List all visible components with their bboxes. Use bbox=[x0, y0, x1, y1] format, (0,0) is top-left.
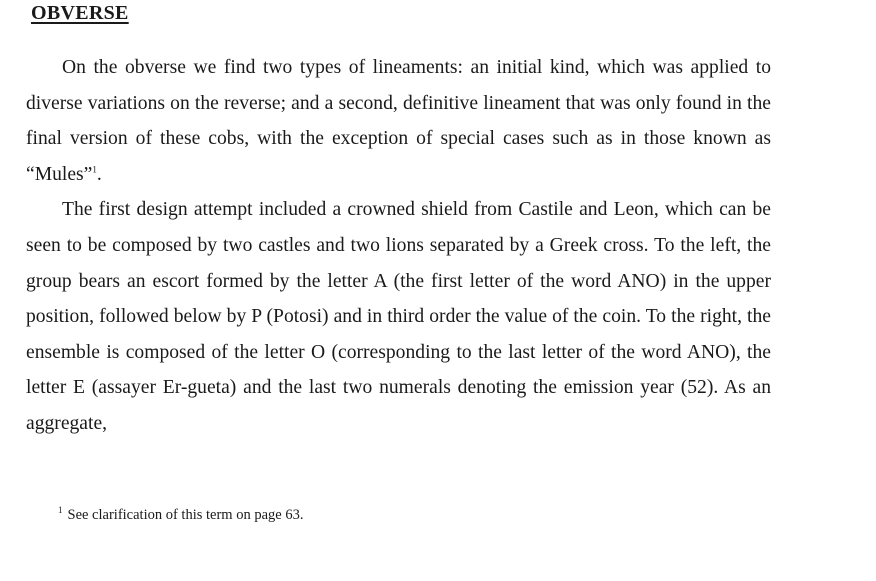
footnote-reference[interactable]: 1 bbox=[92, 164, 97, 175]
paragraph-2 bbox=[26, 192, 771, 441]
paragraph-1-text: On the obverse we find two types of lineaments: an initial kind, which was applied to diverse variations on the reverse; and a second, definitive lineament that was only found in the final version of these cobs, with the exception of special cases such as in those known as “Mules” bbox=[26, 57, 771, 185]
footnote-text: See clarification of this term on page 63. bbox=[67, 507, 304, 523]
footnote bbox=[58, 507, 303, 524]
section-heading: OBVERSE bbox=[31, 2, 129, 24]
paragraph-2-text: The first design attempt included a crowned shield from Castile and Leon, which can be seen to be composed by two castles and two lions separated by a Greek cross. To the left, the group bears an escort formed by the letter A (the first letter of the word ANO) in the upper position, followed below by P (Potosi) and in third order the value of the coin. To the right, the ensemble is composed of the letter O (corresponding to the last letter of the word ANO), the letter E (assayer Er-gueta) and the last two numerals denoting the emission year (52). As an aggregate, bbox=[26, 199, 771, 434]
paragraph-1-end: . bbox=[96, 163, 102, 185]
footnote-number: 1 bbox=[58, 505, 63, 516]
paragraph-1 bbox=[26, 50, 771, 192]
body-text bbox=[26, 50, 771, 442]
